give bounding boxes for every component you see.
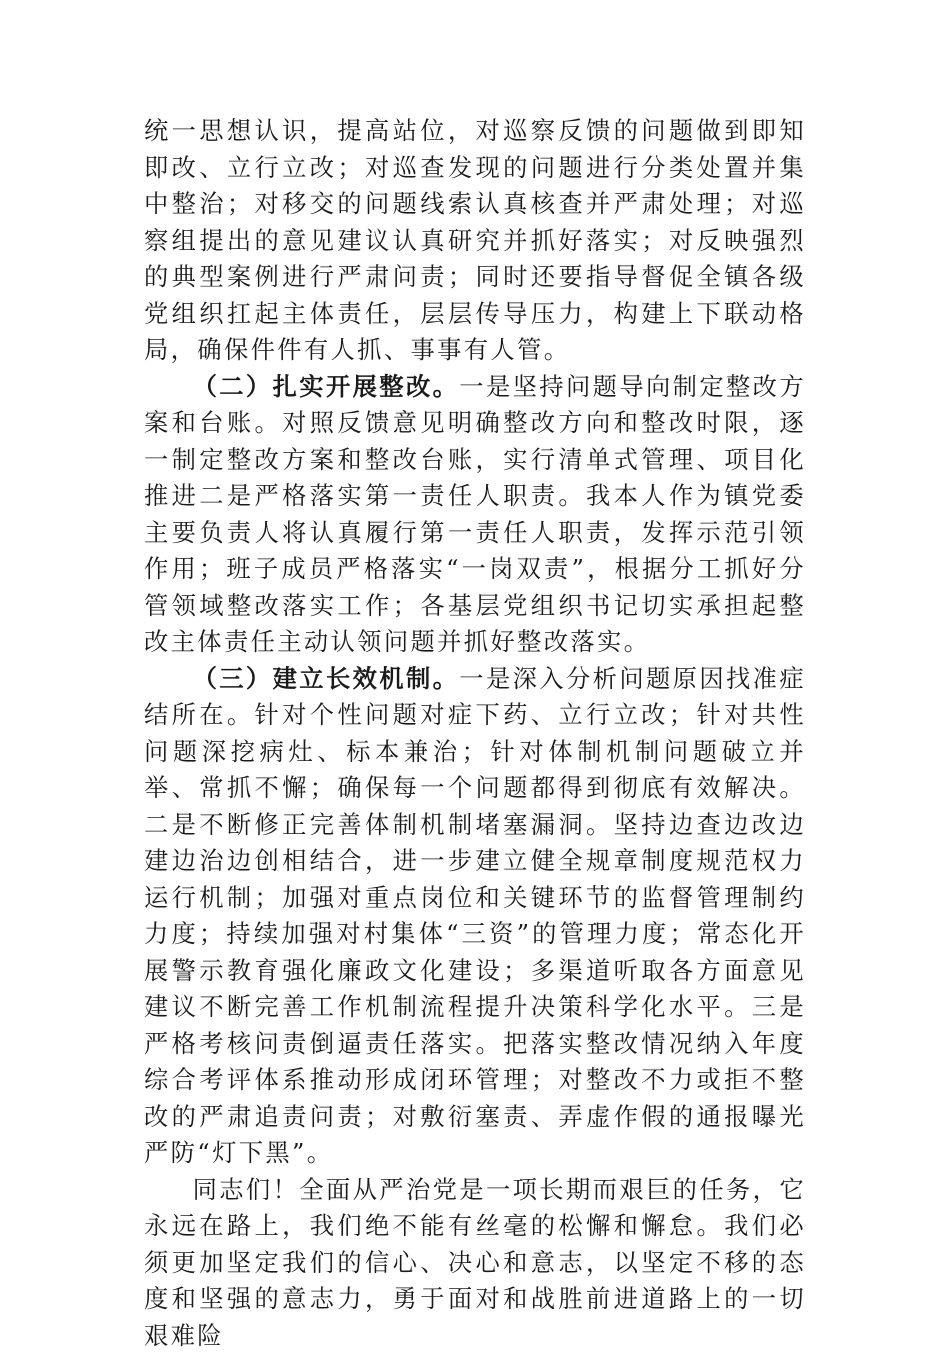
paragraph-1-body: 统一思想认识，提高站位，对巡察反馈的问题做到即知即改、立行立改；对巡查发现的问题进行分类处置并集中整治；对移交的问题线索认真核查并严肃处理；对巡察组提出的意见建议认真研究并抓好落实；对反映强烈的典型案例进行严肃问责；同时还要指导督促全镇各级党组织扛起主体责任，层层传导压力，构建上下联动格局，确保件件有人抓、事事有人管。 <box>144 116 806 364</box>
paragraph-2 <box>144 369 806 661</box>
paragraph-2-body: 一是坚持问题导向制定整改方案和台账。对照反馈意见明确整改方向和整改时限，逐一制定整改方案和整改台账，实行清单式管理、项目化推进二是严格落实第一责任人职责。我本人作为镇党委主要负责人将认真履行第一责任人职责，发挥示范引领作用；班子成员严格落实“一岗双责”，根据分工抓好分管领域整改落实工作；各基层党组织书记切实承担起整改主体责任主动认领问题并抓好整改落实。 <box>144 372 806 657</box>
paragraph-3-body: 一是深入分析问题原因找准症结所在。针对个性问题对症下药、立行立改；针对共性问题深挖病灶、标本兼治；针对体制机制问题破立并举、常抓不懈；确保每一个问题都得到彻底有效解决。二是不断修正完善体制机制堵塞漏洞。坚持边查边改边建边治边创相结合，进一步建立健全规章制度规范权力运行机制；加强对重点岗位和关键环节的监督管理制约力度；持续加强对村集体“三资”的管理力度；常态化开展警示教育强化廉政文化建设；多渠道听取各方面意见建议不断完善工作机制流程提升决策科学化水平。三是严格考核问责倒逼责任落实。把落实整改情况纳入年度综合考评体系推动形成闭环管理；对整改不力或拒不整改的严肃追责问责；对敷衍塞责、弄虚作假的通报曝光严防“灯下黑”。 <box>144 664 806 1168</box>
paragraph-4 <box>144 1172 806 1354</box>
document-page <box>144 113 806 1354</box>
section-heading-3: （三）建立长效机制。 <box>193 664 460 693</box>
paragraph-3 <box>144 661 806 1172</box>
paragraph-1 <box>144 113 806 369</box>
section-heading-2: （二）扎实开展整改。 <box>193 372 460 401</box>
paragraph-4-body: 同志们！全面从严治党是一项长期而艰巨的任务，它永远在路上，我们绝不能有丝毫的松懈和懈怠。我们必须更加坚定我们的信心、决心和意志，以坚定不移的态度和坚强的意志力，勇于面对和战胜前进道路上的一切艰难险 <box>144 1175 806 1350</box>
